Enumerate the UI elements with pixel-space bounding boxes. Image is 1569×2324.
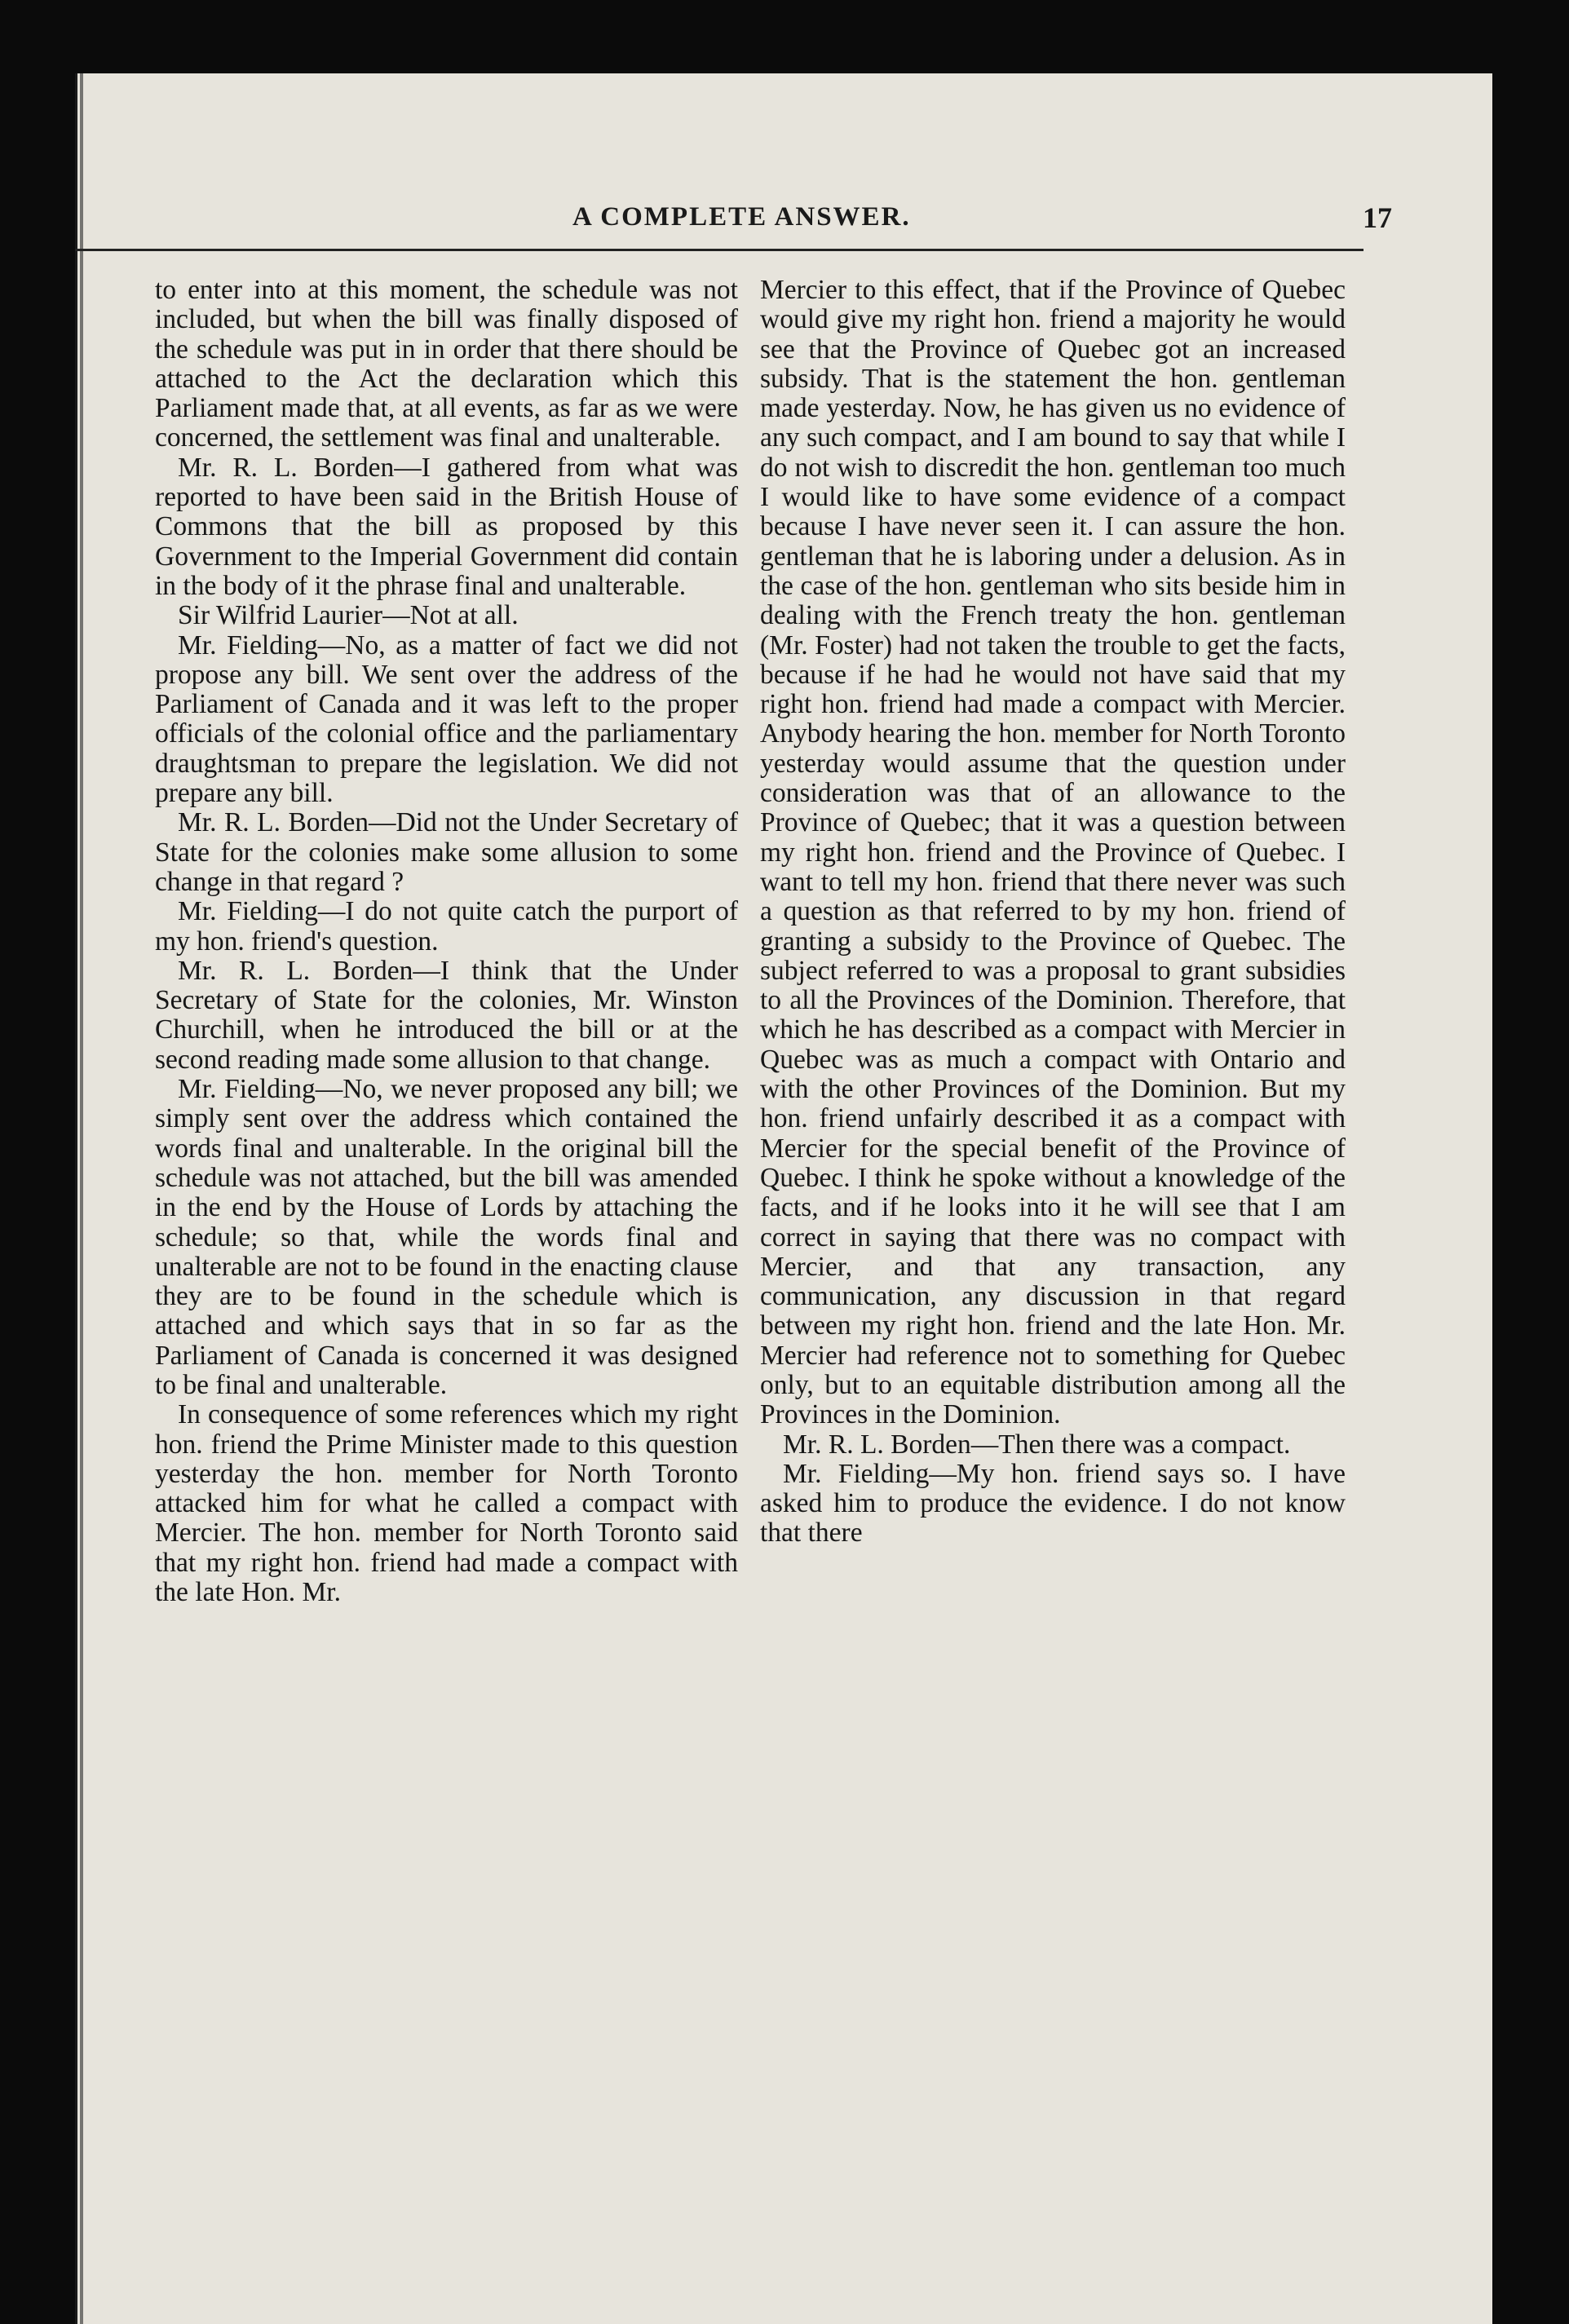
paragraph: Mr. Fielding—No, we never proposed any bill; we simply sent over the address which contained the words final and unalterable. In the original bill the schedule was not attached, but the bill was amended in the end by the House of Lords by attaching the schedule; so that, while the words final and unalterable are not to be found in the enacting clause they are to be found in the schedule which is attached and which says that in so far as the Parliament of Canada is concerned it was designed to be final and unalterable. [155, 1074, 738, 1400]
paragraph: Sir Wilfrid Laurier—Not at all. [178, 600, 519, 631]
header-rule [75, 249, 1363, 251]
paragraph: Mr. R. L. Borden—I gathered from what was reported to have been said in the British House of Commons that the bill as proposed by this Government to the Imperial Government did contain in the body of it the phrase final and unalterable. [155, 452, 738, 601]
page-number: 17 [1363, 201, 1392, 234]
paragraph: Mr. R. L. Borden—Did not the Under Secretary of State for the colonies make some allusion to some change in that regard ? [155, 807, 738, 897]
page-header [75, 202, 1490, 251]
paragraph: Mr. Fielding—I do not quite catch the purport of my hon. friend's question. [155, 896, 738, 957]
paragraph: In consequence of some references which my right hon. friend the Prime Minister made to this question yesterday the hon. member for North Toronto attacked him for what he called a compact with Mercier. The hon. member for North Toronto said that my right hon. friend had made a compact with the late Hon. Mr. [155, 1399, 738, 1608]
left-column [155, 276, 738, 1607]
running-title: A COMPLETE ANSWER. [572, 202, 911, 232]
paragraph: Mr. R. L. Borden—Then there was a compact. [783, 1429, 1291, 1460]
paragraph: to enter into at this moment, the schedule was not included, but when the bill was finally disposed of the schedule was put in in order that there should be attached to the Act the declaration which this Parliament made that, at all events, as far as we were concerned, the settlement was final and unalterable. [155, 275, 738, 453]
paragraph: Mercier to this effect, that if the Province of Quebec would give my right hon. friend a majority he would see that the Province of Quebec got an increased subsidy. That is the statement the hon. gentleman made yesterday. Now, he has given us no evidence of any such compact, and I am bound to say that while I do not wish to discredit the hon. gentleman too much I would like to have some evidence of a compact because I have never seen it. I can assure the hon. gentleman that he is laboring under a delusion. As in the case of the hon. gentleman who sits beside him in dealing with the French treaty the hon. gentleman (Mr. Foster) had not taken the trouble to get the facts, because if he had he would not have said that my right hon. friend had made a compact with Mercier. Anybody hearing the hon. member for North Toronto yesterday would assume that the question under consideration was that of an allowance to the Province of Quebec; that it was a question between my right hon. friend and the Province of Quebec. I want to tell my hon. friend that there never was such a question as that referred to by my hon. friend of granting a subsidy to the Province of Quebec. The subject referred to was a proposal to grant subsidies to all the Provinces of the Dominion. Therefore, that which he has described as a compact with Mercier in Quebec was as much a compact with Ontario and with the other Provinces of the Dominion. But my hon. friend unfairly described it as a compact with Mercier for the special benefit of the Province of Quebec. I think he spoke without a knowledge of the facts, and if he looks into it he will see that I am correct in saying that there was no compact with Mercier, and that any transaction, any communication, any discussion in that regard between my right hon. friend and the late Hon. Mr. Mercier had reference not to something for Quebec only, but to an equitable distribution among all the Provinces in the Dominion. [760, 275, 1346, 1430]
paragraph: Mr. R. L. Borden—I think that the Under Secretary of State for the colonies, Mr. Winston Churchill, when he introduced the bill or at the second reading made some allusion to that change. [155, 955, 738, 1075]
paragraph: Mr. Fielding—No, as a matter of fact we did not propose any bill. We sent over the address of the Parliament of Canada and it was left to the proper officials of the colonial office and the parliamentary draughtsman to prepare the legislation. We did not prepare any bill. [155, 630, 738, 809]
page-gutter [80, 73, 83, 2324]
paragraph: Mr. Fielding—My hon. friend says so. I have asked him to produce the evidence. I do not know that there [760, 1458, 1346, 1549]
right-column [760, 276, 1346, 1549]
